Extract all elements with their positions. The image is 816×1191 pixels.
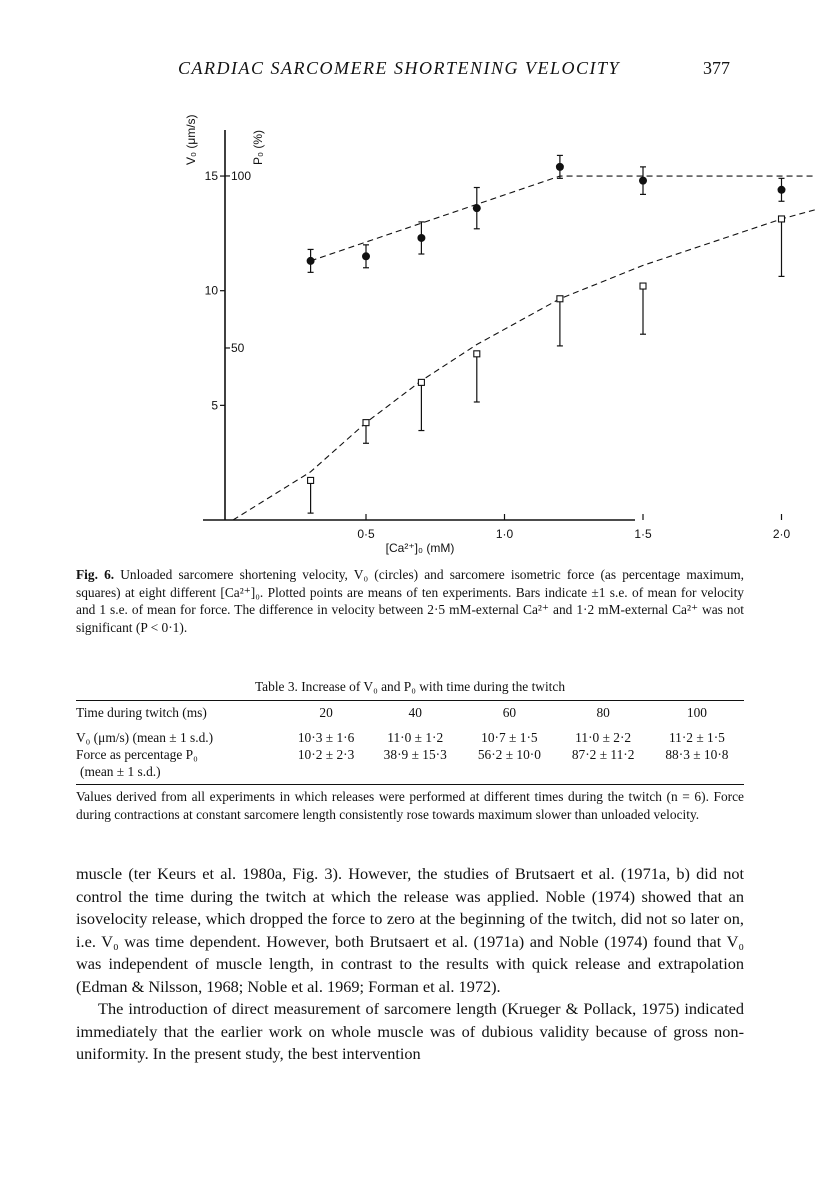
force-point xyxy=(363,420,369,426)
table-cell: 10·2 ± 2·3 xyxy=(297,747,355,762)
table-cell: 38·9 ± 15·3 xyxy=(383,747,447,762)
velocity-point xyxy=(417,234,425,242)
force-point xyxy=(308,477,314,483)
table-title: Table 3. Increase of V₀ and P₀ with time during the twitch xyxy=(254,679,566,694)
force-point xyxy=(779,216,785,222)
velocity-point xyxy=(556,163,564,171)
table-cell xyxy=(368,763,462,780)
table-row xyxy=(76,746,744,763)
velocity-point xyxy=(362,252,370,260)
table-cell: 11·2 ± 1·5 xyxy=(668,730,725,745)
table-cell: 11·0 ± 2·2 xyxy=(575,730,632,745)
table-cell: 10·7 ± 1·5 xyxy=(481,730,538,745)
x-tick-label: 0·5 xyxy=(357,527,375,541)
table-cell: 88·3 ± 10·8 xyxy=(665,747,729,762)
table-bottom-rule xyxy=(76,784,744,785)
table-header-label: Time during twitch (ms) xyxy=(76,705,207,720)
body-paragraph: muscle (ter Keurs et al. 1980a, Fig. 3). However, the studies of Brutsaert et al. (1971a, b) did not control the time during the twitch at which the release was applied. Noble (1974) showed that an isovelocity release, which dropped the force to zero at the beginning of the twitch, did not so later on, i.e. V₀ was time dependent. However, both Brutsaert et al. (1971a) and Noble (1974) found that V₀ was independent of muscle length, in contrast to the results with quick release and extrapolation (Edman & Nilsson, 1968; Noble et al. 1969; Forman et al. 1972). xyxy=(76,864,744,996)
y-right-tick-label: 50 xyxy=(231,340,245,355)
x-tick-label: 1·5 xyxy=(634,527,652,541)
table-cell xyxy=(462,763,556,780)
velocity-point xyxy=(639,177,647,185)
y-right-tick-label: 100 xyxy=(231,168,252,183)
running-head xyxy=(0,58,816,82)
velocity-point xyxy=(307,257,315,265)
x-tick-label: 2·0 xyxy=(772,527,791,541)
x-axis-label: [Ca²⁺]₀ (mM) xyxy=(385,541,455,555)
table-row xyxy=(76,729,744,746)
table-column-header: 60 xyxy=(502,705,517,720)
caption-text: Unloaded sarcomere shortening velocity, V₀ (circles) and sarcomere isometric force (as percentage maximum, squares) at eight different [Ca²⁺]₀. Plotted points are means of ten experiments. Bars indicate ±1 s.e. of mean for velocity and 1 s.e. of mean for force. The difference in velocity between 2·5 mM-external Ca²⁺ and 1·2 mM-external Ca²⁺ was not significant (P < 0·1). xyxy=(76,567,744,635)
table-header-row xyxy=(76,704,744,729)
running-title: CARDIAC SARCOMERE SHORTENING VELOCITY xyxy=(178,58,620,78)
y-left-tick-label: 10 xyxy=(204,283,218,298)
table-cell: 11·0 ± 1·2 xyxy=(387,730,444,745)
force-point xyxy=(474,351,480,357)
table-cell xyxy=(284,763,368,780)
table-column-header: 40 xyxy=(408,705,422,720)
page-number: 377 xyxy=(703,58,730,78)
table-top-rule xyxy=(76,700,744,701)
velocity-point xyxy=(473,204,481,212)
table-note: Values derived from all experiments in which releases were performed at different times during the twitch (n = 6). Force during contractions at constant sarcomere length consistently rose towards maximum slower than unloaded velocity. xyxy=(76,789,744,822)
y-axis-label-right: P₀ (%) xyxy=(251,130,265,165)
y-axis-label-left: V₀ (μm/s) xyxy=(184,114,198,165)
table-cell: 10·3 ± 1·6 xyxy=(297,730,355,745)
force-fit-line xyxy=(233,181,816,520)
table-column-header: 80 xyxy=(596,705,610,720)
table-column-header: 100 xyxy=(686,705,707,720)
table-row-label: Force as percentage P₀ xyxy=(76,747,198,762)
body-text xyxy=(76,863,744,1066)
table-cell: 87·2 ± 11·2 xyxy=(571,747,635,762)
force-point xyxy=(640,283,646,289)
force-point xyxy=(418,379,424,385)
y-left-tick-label: 15 xyxy=(204,169,218,184)
table-row xyxy=(76,763,744,780)
table-column-header: 20 xyxy=(319,705,333,720)
body-paragraph: The introduction of direct measurement of sarcomere length (Krueger & Pollack, 1975) indicated immediately that the earlier work on whole muscle was of dubious validity because of gross non-uniformity. In the present study, the best intervention xyxy=(76,999,744,1063)
table-row-label: V₀ (μm/s) (mean ± 1 s.d.) xyxy=(76,730,214,745)
x-tick-label: 1·0 xyxy=(495,527,514,541)
velocity-fit-line xyxy=(311,176,816,261)
y-left-tick-label: 5 xyxy=(211,398,218,413)
figure-6-chart xyxy=(170,95,791,565)
table-cell xyxy=(556,763,649,780)
table-row-label: (mean ± 1 s.d.) xyxy=(80,764,161,779)
table-3 xyxy=(76,704,744,780)
figure-caption xyxy=(76,566,744,636)
caption-label: Fig. 6. xyxy=(76,567,115,582)
table-cell: 56·2 ± 10·0 xyxy=(477,747,541,762)
table-cell xyxy=(650,763,744,780)
velocity-point xyxy=(778,186,786,194)
force-point xyxy=(557,296,563,302)
